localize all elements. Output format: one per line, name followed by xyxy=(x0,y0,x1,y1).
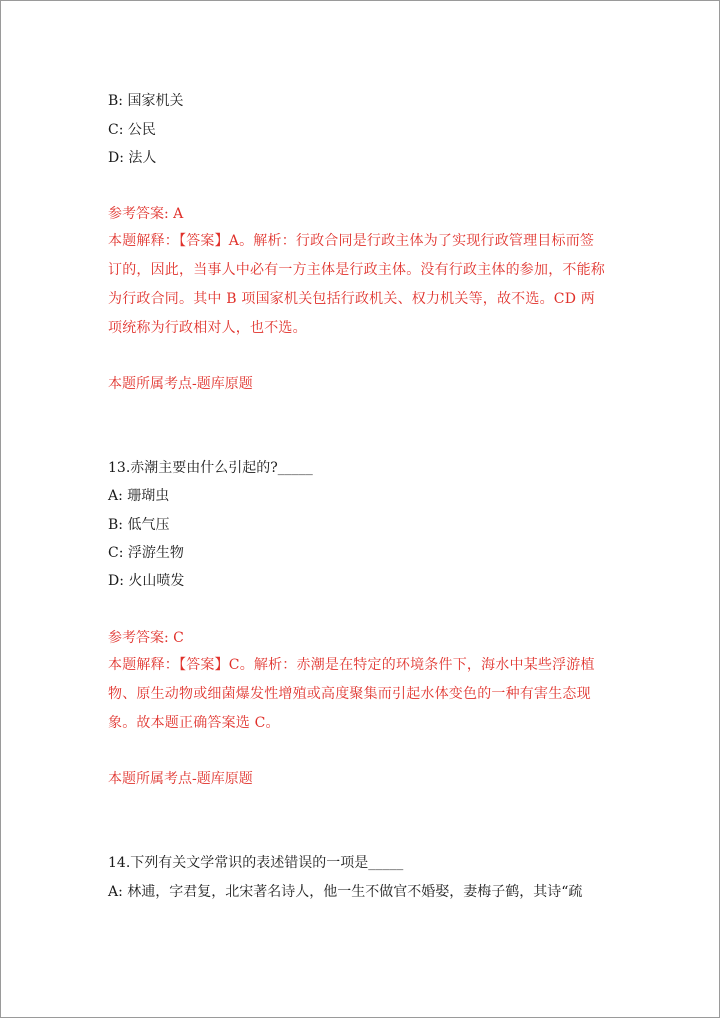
q13-question: 13.赤潮主要由什么引起的?_____ xyxy=(108,460,313,476)
q12-option-b: B: 国家机关 xyxy=(108,93,184,109)
q14-option-a: A: 林逋，字君复，北宋著名诗人，他一生不做官不婚娶，妻梅子鹤，其诗“疏 xyxy=(108,884,583,900)
q13-option-a: A: 珊瑚虫 xyxy=(108,488,170,504)
q13-source: 本题所属考点-题库原题 xyxy=(108,771,253,787)
q13-option-d: D: 火山喷发 xyxy=(108,573,185,589)
q12-source: 本题所属考点-题库原题 xyxy=(108,376,253,392)
q12-option-c: C: 公民 xyxy=(108,122,156,138)
q12-option-d: D: 法人 xyxy=(108,150,157,166)
q13-explanation: 本题解释：【答案】C。解析：赤潮是在特定的环境条件下，海水中某些浮游植物、原生动物或细菌爆发性增殖或高度聚集而引起水体变色的一种有害生态现象。故本题正确答案选 C。 xyxy=(108,657,595,731)
q13-answer: 参考答案: C xyxy=(108,630,184,646)
q13-option-c: C: 浮游生物 xyxy=(108,545,184,561)
q12-answer: 参考答案: A xyxy=(108,206,184,222)
q13-option-b: B: 低气压 xyxy=(108,517,170,533)
q12-explanation: 本题解释：【答案】A。解析：行政合同是行政主体为了实现行政管理目标而签订的，因此，当事人中必有一方主体是行政主体。没有行政主体的参加，不能称为行政合同。其中 B 项国家机关包括行政机关、权力机关等，故不选。CD 两项统称为行政相对人，也不选。 xyxy=(108,233,605,336)
q14-question: 14.下列有关文学常识的表述错误的一项是_____ xyxy=(108,855,404,871)
